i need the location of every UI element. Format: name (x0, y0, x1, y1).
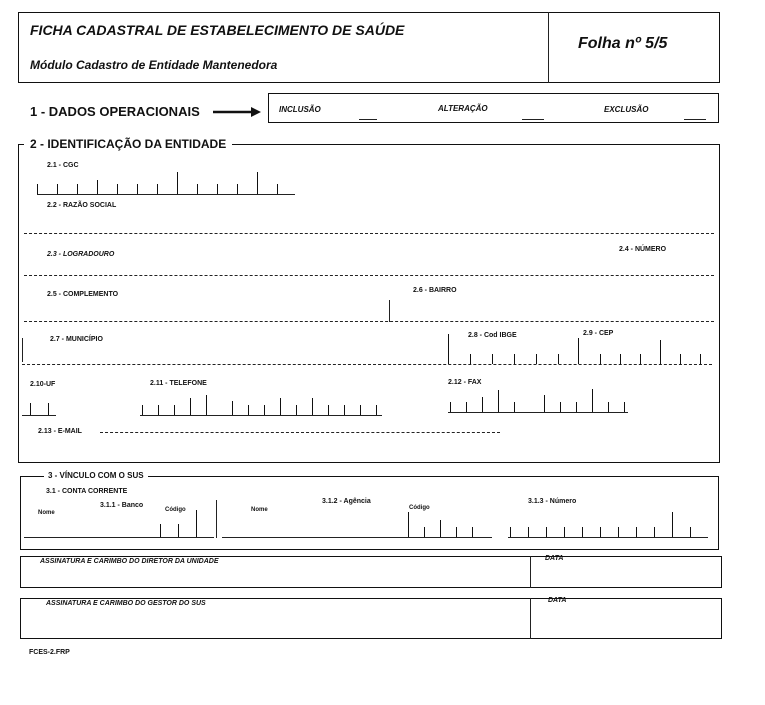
header-divider (548, 12, 549, 83)
inclusao-blank (359, 119, 377, 120)
label-telefone: 2.11 - TELEFONE (150, 380, 207, 387)
razao-social-line (24, 233, 714, 234)
uf-tick (48, 403, 49, 415)
agencia-code-tick (408, 512, 409, 537)
numero-tick (600, 527, 601, 537)
telefone-tick (206, 395, 207, 415)
telefone-tick (248, 405, 249, 415)
date-diretor-area[interactable] (534, 568, 718, 586)
label-numero: 2.4 - NÚMERO (619, 246, 667, 253)
telefone-line (140, 415, 382, 416)
label-cep: 2.9 - CEP (583, 330, 614, 337)
label-razao-social: 2.2 - RAZÃO SOCIAL (47, 202, 117, 209)
numero-tick (690, 527, 691, 537)
agencia-line (222, 537, 492, 538)
label-municipio: 2.7 - MUNICÍPIO (50, 336, 103, 343)
label-codigo-agencia: Código (409, 505, 430, 511)
signature-diretor-area[interactable] (24, 570, 526, 586)
telefone-tick (158, 405, 159, 415)
cgc-tick (177, 172, 178, 194)
telefone-tick (280, 398, 281, 415)
fax-tick (608, 402, 609, 412)
fax-tick (624, 402, 625, 412)
agencia-code-tick (456, 527, 457, 537)
label-codigo-banco: Código (165, 507, 186, 513)
label-cgc: 2.1 - CGC (47, 162, 79, 169)
cgc-tick (277, 184, 278, 194)
email-line (100, 432, 500, 433)
section2-title: 2 - IDENTIFICAÇÃO DA ENTIDADE (24, 137, 232, 151)
option-alteracao[interactable]: ALTERAÇÃO (438, 104, 488, 113)
cgc-tick (57, 184, 58, 194)
telefone-tick (376, 405, 377, 415)
banco-code-tick (160, 524, 161, 537)
numero-tick (654, 527, 655, 537)
section3-title: 3 - VÍNCULO COM O SUS (44, 471, 148, 480)
cgc-tick (77, 184, 78, 194)
cep-tick (660, 340, 661, 364)
label-assinatura-diretor: ASSINATURA E CARIMBO DO DIRETOR DA UNIDADE (40, 558, 219, 565)
telefone-tick (296, 405, 297, 415)
uf-line (22, 415, 56, 416)
ibge-tick (492, 354, 493, 364)
section1-title: 1 - DADOS OPERACIONAIS (30, 104, 200, 119)
cep-tick (680, 354, 681, 364)
cgc-line (37, 194, 295, 195)
fax-tick (450, 402, 451, 412)
agencia-code-tick (472, 527, 473, 537)
ibge-tick (536, 354, 537, 364)
numero-tick (528, 527, 529, 537)
label-fax: 2.12 - FAX (448, 379, 482, 386)
cep-tick (620, 354, 621, 364)
label-bairro: 2.6 - BAIRRO (413, 287, 457, 294)
ibge-tick (514, 354, 515, 364)
sheet-number: Folha nº 5/5 (578, 35, 668, 52)
agencia-code-tick (440, 520, 441, 537)
label-data-1: DATA (545, 555, 564, 562)
form-title: FICHA CADASTRAL DE ESTABELECIMENTO DE SAÚDE (30, 22, 405, 38)
cgc-tick (237, 184, 238, 194)
label-complemento: 2.5 - COMPLEMENTO (47, 291, 119, 298)
fax-tick (466, 402, 467, 412)
banco-divider (216, 500, 217, 538)
option-inclusao[interactable]: INCLUSÃO (279, 105, 321, 114)
bairro-divider (389, 300, 390, 322)
cgc-tick (197, 184, 198, 194)
cgc-tick (257, 172, 258, 194)
numero-tick (636, 527, 637, 537)
numero-tick (564, 527, 565, 537)
telefone-tick (174, 405, 175, 415)
arrow-icon (213, 105, 261, 123)
municipio-divider (22, 338, 23, 362)
operational-options-box (268, 93, 719, 123)
label-cod-ibge: 2.8 - Cod IBGE (468, 332, 517, 339)
banco-line (24, 537, 214, 538)
telefone-tick (190, 398, 191, 415)
fax-tick (592, 389, 593, 412)
label-banco: 3.1.1 - Banco (100, 502, 144, 509)
numero-tick (672, 512, 673, 537)
cgc-tick (117, 184, 118, 194)
exclusao-blank (684, 119, 706, 120)
cgc-tick (157, 184, 158, 194)
form-subtitle: Módulo Cadastro de Entidade Mantenedora (30, 58, 278, 72)
signature-diretor-divider (530, 556, 531, 588)
form-code: FCES-2.FRP (29, 649, 70, 656)
telefone-tick (360, 405, 361, 415)
label-conta-corrente: 3.1 - CONTA CORRENTE (46, 488, 128, 495)
cep-tick (700, 354, 701, 364)
numero-tick (582, 527, 583, 537)
uf-tick (30, 403, 31, 415)
numero-conta-line (508, 537, 708, 538)
complemento-line (24, 321, 714, 322)
telefone-tick (312, 398, 313, 415)
fax-tick (544, 395, 545, 412)
ibge-tick (470, 354, 471, 364)
label-data-2: DATA (548, 597, 567, 604)
cgc-tick (217, 184, 218, 194)
date-gestor-area[interactable] (534, 610, 718, 636)
label-uf: 2.10-UF (30, 381, 56, 388)
signature-gestor-divider (530, 598, 531, 639)
agencia-code-tick (424, 527, 425, 537)
label-assinatura-gestor: ASSINATURA E CARIMBO DO GESTOR DO SUS (46, 600, 206, 607)
telefone-tick (328, 405, 329, 415)
fax-tick (498, 390, 499, 412)
label-email: 2.13 - E-MAIL (38, 428, 82, 435)
banco-code-tick (178, 524, 179, 537)
numero-tick (618, 527, 619, 537)
fax-tick (482, 397, 483, 412)
fax-tick (514, 402, 515, 412)
numero-tick (510, 527, 511, 537)
fax-tick (576, 402, 577, 412)
telefone-tick (344, 405, 345, 415)
label-logradouro: 2.3 - LOGRADOURO (47, 251, 115, 258)
ibge-tick (448, 334, 449, 364)
fax-tick (560, 402, 561, 412)
cep-tick (600, 354, 601, 364)
option-exclusao[interactable]: EXCLUSÃO (604, 105, 649, 114)
banco-code-tick (196, 510, 197, 537)
label-nome-agencia: Nome (251, 507, 268, 513)
cgc-tick (137, 184, 138, 194)
label-agencia: 3.1.2 - Agência (322, 498, 371, 505)
fax-line (448, 412, 628, 413)
ibge-tick (558, 354, 559, 364)
cgc-tick (97, 180, 98, 194)
cep-tick (640, 354, 641, 364)
municipio-line (22, 364, 712, 365)
alteracao-blank (522, 119, 544, 120)
signature-gestor-area[interactable] (24, 612, 526, 636)
telefone-tick (264, 405, 265, 415)
label-nome-banco: Nome (38, 510, 55, 516)
numero-tick (546, 527, 547, 537)
telefone-tick (142, 405, 143, 415)
telefone-tick (232, 401, 233, 415)
cgc-tick (37, 184, 38, 194)
logradouro-line (24, 275, 714, 276)
label-numero-conta: 3.1.3 - Número (528, 498, 577, 505)
cep-tick (578, 338, 579, 364)
